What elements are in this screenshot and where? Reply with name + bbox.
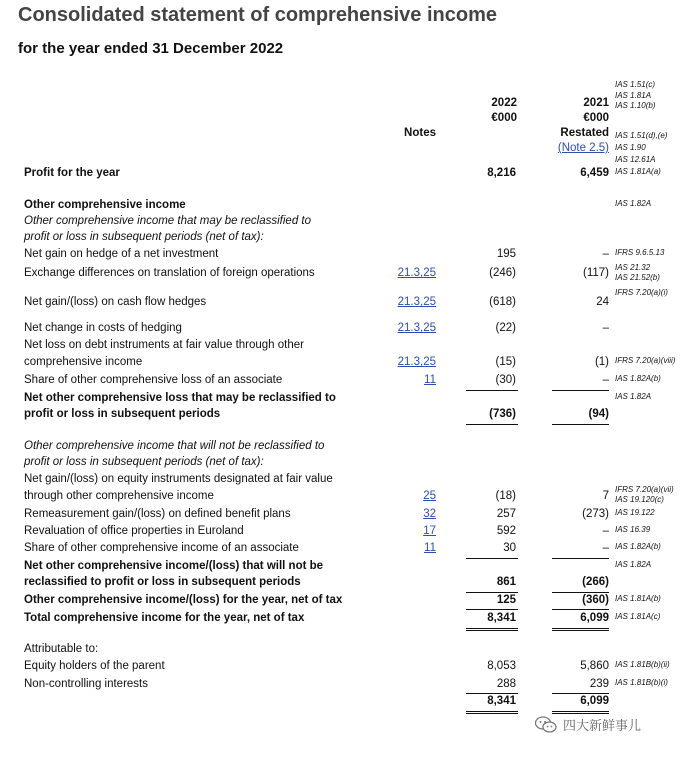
standard-ref: IAS 1.82A bbox=[615, 199, 652, 208]
value-2022: (15) bbox=[495, 356, 516, 368]
total-double-rule bbox=[552, 711, 609, 714]
column-2021-unit: €000 bbox=[583, 112, 609, 124]
standard-ref: IAS 1.82A bbox=[615, 560, 652, 569]
watermark bbox=[535, 715, 641, 734]
note-link[interactable]: 32 bbox=[423, 508, 436, 520]
row-debt-instruments bbox=[24, 339, 684, 356]
value-2022: (618) bbox=[489, 296, 516, 308]
value-2022: 861 bbox=[496, 576, 516, 588]
value-2021: – bbox=[602, 525, 609, 537]
row-label: Non-controlling interests bbox=[24, 678, 149, 690]
subtotal-rule bbox=[552, 693, 609, 694]
row-label: Other comprehensive income that will not be reclassified to bbox=[24, 440, 325, 452]
row-label: reclassified to profit or loss in subsequent periods bbox=[24, 576, 301, 588]
note-link[interactable]: 11 bbox=[424, 374, 436, 386]
subtotal-rule bbox=[552, 390, 609, 391]
row-label: Share of other comprehensive income of an associate bbox=[24, 542, 299, 554]
note-link[interactable]: 21.3,25 bbox=[397, 296, 436, 308]
row-attributable-total bbox=[24, 695, 684, 712]
row-remeasurement bbox=[24, 508, 684, 525]
value-2021: (1) bbox=[594, 356, 609, 368]
header-ref: IAS 1.90 bbox=[615, 143, 646, 152]
row-label: Share of other comprehensive loss of an associate bbox=[24, 374, 283, 386]
value-2022: (736) bbox=[489, 408, 516, 420]
total-double-rule bbox=[466, 628, 518, 631]
value-2021: (94) bbox=[588, 408, 609, 420]
subtotal-rule bbox=[552, 424, 609, 425]
value-2021: (273) bbox=[582, 508, 609, 520]
header-ref: IAS 1.51(c) bbox=[615, 80, 656, 89]
row-net-reclassified bbox=[24, 408, 684, 425]
standard-ref: IFRS 7.20(a)(i) bbox=[615, 288, 668, 297]
row-label: profit or loss in subsequent periods (net of tax): bbox=[24, 231, 264, 243]
row-equity-instruments bbox=[24, 485, 684, 507]
header-ref: IAS 1.81A bbox=[615, 91, 652, 100]
row-oci-reclass-heading bbox=[24, 215, 684, 232]
value-2022: 8,053 bbox=[487, 660, 516, 672]
row-revaluation bbox=[24, 525, 684, 542]
value-2022: 195 bbox=[496, 248, 516, 260]
row-label: Total comprehensive income for the year, net of tax bbox=[24, 612, 305, 624]
subtotal-rule bbox=[466, 424, 518, 425]
row-associate-income bbox=[24, 542, 684, 559]
row-debt-instruments bbox=[24, 356, 684, 373]
standard-ref: IAS 1.81A(c) bbox=[615, 612, 661, 621]
row-cash-flow-hedges bbox=[24, 288, 684, 313]
value-2022: 288 bbox=[496, 678, 516, 690]
standard-ref: IAS 1.81B(b)(i) bbox=[615, 678, 668, 687]
row-net-not-reclassified bbox=[24, 560, 684, 577]
subtotal-rule bbox=[466, 558, 518, 559]
row-label: profit or loss in subsequent periods (net of tax): bbox=[24, 456, 264, 468]
row-label: Net other comprehensive loss that may be reclassified to bbox=[24, 392, 336, 404]
standard-ref: IFRS 9.6.5.13 bbox=[615, 248, 665, 257]
standard-ref: IAS 1.82A(b) bbox=[615, 542, 661, 551]
standard-ref: IAS 1.81A(b) bbox=[615, 594, 661, 603]
column-2022: 2022 bbox=[491, 97, 517, 109]
row-label: Net gain on hedge of a net investment bbox=[24, 248, 219, 260]
row-label: Attributable to: bbox=[24, 643, 99, 655]
row-hedge-net-investment bbox=[24, 248, 684, 265]
value-2022: 8,341 bbox=[487, 612, 516, 624]
row-oci-not-reclass-heading bbox=[24, 440, 684, 457]
note-link[interactable]: 21.3,25 bbox=[397, 267, 436, 279]
header-ref: IAS 1.10(b) bbox=[615, 101, 656, 110]
value-2021: 6,099 bbox=[580, 695, 609, 707]
note-link[interactable]: 25 bbox=[423, 490, 436, 502]
row-label: Equity holders of the parent bbox=[24, 660, 165, 672]
standard-ref: IAS 16.39 bbox=[615, 525, 651, 534]
standard-ref: IAS 1.81A(a) bbox=[615, 167, 661, 176]
page-subtitle: for the year ended 31 December 2022 bbox=[18, 40, 284, 57]
row-attributable bbox=[24, 643, 684, 660]
value-2021: (117) bbox=[583, 267, 609, 279]
value-2022: 30 bbox=[503, 542, 516, 554]
subtotal-rule bbox=[466, 390, 518, 391]
total-double-rule bbox=[466, 711, 518, 714]
row-label: Other comprehensive income that may be reclassified to bbox=[24, 215, 311, 227]
column-2021: 2021 bbox=[583, 97, 609, 109]
value-2021: 239 bbox=[589, 678, 609, 690]
header-ref: IAS 1.51(d),(e) bbox=[615, 131, 668, 140]
value-2022: (246) bbox=[489, 267, 516, 279]
column-notes: Notes bbox=[404, 127, 436, 139]
note-link[interactable]: 11 bbox=[424, 542, 436, 554]
row-label: Net change in costs of hedging bbox=[24, 322, 182, 334]
standard-ref: IAS 21.32 IAS 21.52(b) bbox=[615, 263, 660, 282]
value-2021: (360) bbox=[582, 594, 609, 606]
row-oci-not-reclass-heading bbox=[24, 456, 684, 473]
value-2021: 5,860 bbox=[580, 660, 609, 672]
value-2021: – bbox=[602, 322, 609, 334]
value-2022: (22) bbox=[495, 322, 516, 334]
row-label: Remeasurement gain/(loss) on defined benefit plans bbox=[24, 508, 291, 520]
value-2022: (18) bbox=[495, 490, 516, 502]
row-label: Other comprehensive income/(loss) for the year, net of tax bbox=[24, 594, 343, 606]
standard-ref: IAS 1.82A(b) bbox=[615, 374, 661, 383]
row-label: Net loss on debt instruments at fair value through other bbox=[24, 339, 304, 351]
row-label: Profit for the year bbox=[24, 167, 120, 179]
row-total-comprehensive-income bbox=[24, 612, 684, 629]
row-label: Exchange differences on translation of foreign operations bbox=[24, 267, 315, 279]
watermark-text: 四大新鲜事儿 bbox=[563, 718, 642, 733]
column-2022-unit: €000 bbox=[491, 112, 517, 124]
value-2021: (266) bbox=[582, 576, 609, 588]
wechat-icon bbox=[535, 716, 557, 734]
value-2021: 6,459 bbox=[580, 167, 609, 179]
subtotal-rule bbox=[552, 592, 609, 593]
standard-ref: IAS 19.122 bbox=[615, 508, 655, 517]
total-double-rule bbox=[552, 628, 609, 631]
value-2022: 125 bbox=[496, 594, 516, 606]
value-2022: 257 bbox=[496, 508, 516, 520]
row-exchange-differences bbox=[24, 263, 684, 284]
note-link[interactable]: 21.3,25 bbox=[397, 356, 436, 368]
value-2021: 6,099 bbox=[580, 612, 609, 624]
row-label: Net other comprehensive income/(loss) that will not be bbox=[24, 560, 324, 572]
row-equity-holders bbox=[24, 660, 684, 677]
value-2022: (30) bbox=[495, 374, 516, 386]
note-link[interactable]: 17 bbox=[423, 525, 436, 537]
row-label: Other comprehensive income bbox=[24, 199, 186, 211]
row-cost-of-hedging bbox=[24, 322, 684, 339]
subtotal-rule bbox=[466, 592, 518, 593]
standard-ref: IFRS 7.20(a)(vii) IAS 19.120(c) bbox=[615, 485, 674, 504]
page-title: Consolidated statement of comprehensive income bbox=[18, 4, 497, 26]
row-equity-instruments bbox=[24, 473, 684, 490]
subtotal-rule bbox=[552, 558, 609, 559]
row-associate-loss bbox=[24, 374, 684, 391]
row-label: Revaluation of office properties in Euroland bbox=[24, 525, 244, 537]
subtotal-rule bbox=[552, 609, 609, 610]
standard-ref: IAS 1.81B(b)(ii) bbox=[615, 660, 670, 669]
value-2021: 24 bbox=[596, 296, 609, 308]
value-2022: 592 bbox=[496, 525, 516, 537]
note-link[interactable]: 21.3,25 bbox=[397, 322, 436, 334]
value-2021: – bbox=[602, 374, 609, 386]
row-label: Net gain/(loss) on cash flow hedges bbox=[24, 296, 207, 308]
subtotal-rule bbox=[466, 609, 518, 610]
row-profit bbox=[24, 167, 684, 184]
subtotal-rule bbox=[466, 693, 518, 694]
header-ref: IAS 12.61A bbox=[615, 155, 656, 164]
row-label: Net gain/(loss) on equity instruments designated at fair value bbox=[24, 473, 333, 485]
restated-label: Restated bbox=[560, 127, 609, 139]
value-2022: 8,216 bbox=[487, 167, 516, 179]
value-2022: 8,341 bbox=[487, 695, 516, 707]
row-label: through other comprehensive income bbox=[24, 490, 214, 502]
row-label: comprehensive income bbox=[24, 356, 143, 368]
restated-note-link[interactable]: (Note 2.5) bbox=[557, 142, 609, 154]
value-2021: – bbox=[602, 542, 609, 554]
row-oci-head bbox=[24, 199, 684, 216]
standard-ref: IAS 1.82A bbox=[615, 392, 652, 401]
value-2021: – bbox=[602, 248, 609, 260]
row-net-not-reclassified bbox=[24, 576, 684, 593]
row-net-reclassified bbox=[24, 392, 684, 409]
standard-ref: IFRS 7.20(a)(viii) bbox=[615, 356, 676, 365]
row-oci-reclass-heading bbox=[24, 231, 684, 248]
value-2021: 7 bbox=[602, 490, 609, 502]
row-label: profit or loss in subsequent periods bbox=[24, 408, 221, 420]
